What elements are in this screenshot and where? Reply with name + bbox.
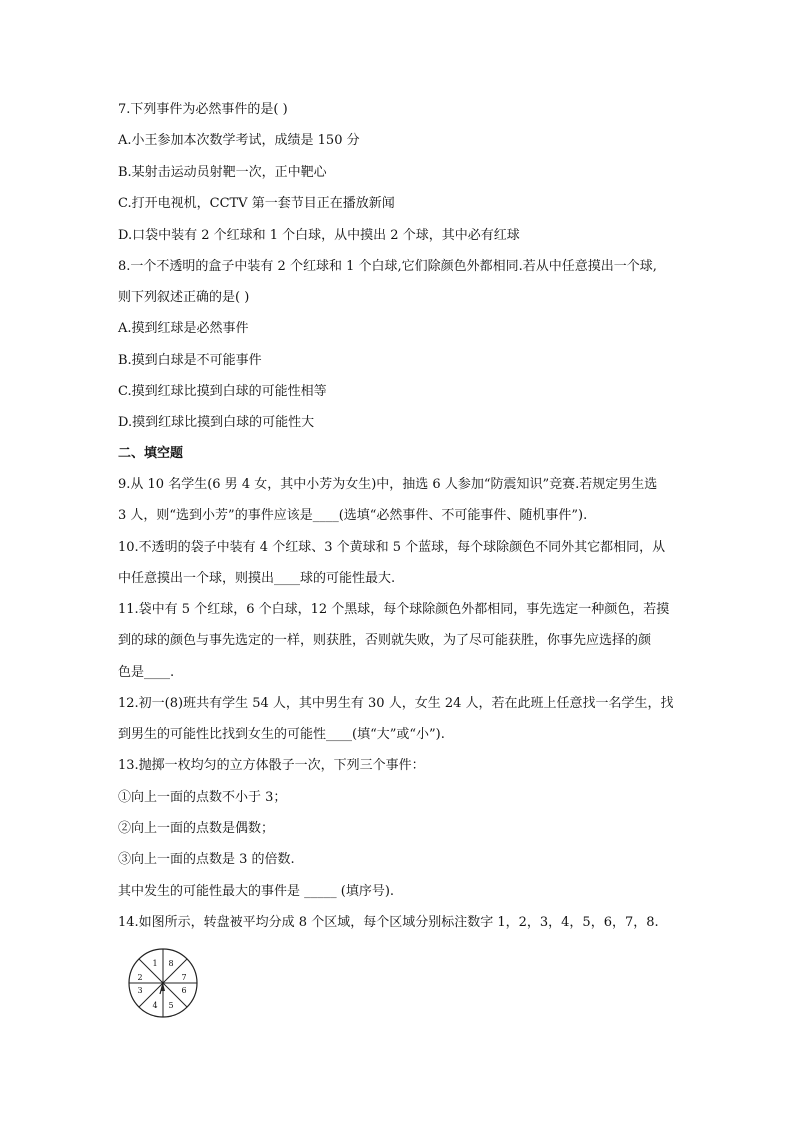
q11-line-2: 到的球的颜色与事先选定的一样，则获胜，否则就失败，为了尽可能获胜，你事先应选择的颜 — [118, 633, 652, 648]
spinner-label: 5 — [168, 1001, 174, 1010]
q12-line-2: 到男生的可能性比找到女生的可能性____(填“大”或“小”). — [118, 727, 445, 742]
q7-option-a: A.小王参加本次数学考试，成绩是 150 分 — [118, 133, 360, 148]
q8-option-c: C.摸到红球比摸到白球的可能性相等 — [118, 384, 327, 399]
q10-line-1: 10.不透明的袋子中装有 4 个红球、3 个黄球和 5 个蓝球，每个球除颜色不同外其它都相同，从 — [118, 540, 666, 555]
q9-line-1: 9.从 10 名学生(6 男 4 女，其中小芳为女生)中，抽选 6 人参加“防震知识”竞赛.若规定男生选 — [118, 477, 658, 492]
q13-item-2: ②向上一面的点数是偶数； — [118, 821, 275, 836]
spinner-label: 6 — [181, 986, 187, 995]
spinner-figure — [118, 948, 208, 1018]
spinner-label: 3 — [137, 986, 143, 995]
spinner-label: 4 — [152, 1001, 158, 1010]
q13-item-1: ①向上一面的点数不小于 3； — [118, 790, 287, 805]
q7-option-b: B.某射击运动员射靶一次，正中靶心 — [118, 165, 327, 180]
q12-line-1: 12.初一(8)班共有学生 54 人，其中男生有 30 人，女生 24 人，若在此班上任意找一名学生，找 — [118, 696, 674, 711]
q10-line-2: 中任意摸出一个球，则摸出____球的可能性最大. — [118, 571, 396, 586]
section-heading: 二、填空题 — [118, 446, 184, 461]
q13-stem: 13.抛掷一枚均匀的立方体骰子一次，下列三个事件： — [118, 758, 425, 773]
spinner-label: 1 — [152, 959, 158, 968]
q8-option-d: D.摸到红球比摸到白球的可能性大 — [118, 415, 315, 430]
q7-option-c: C.打开电视机，CCTV 第一套节目正在播放新闻 — [118, 196, 395, 211]
q8-stem-line-2: 则下列叙述正确的是( ) — [118, 290, 250, 305]
q8-option-b: B.摸到白球是不可能事件 — [118, 353, 262, 368]
q13-ask: 其中发生的可能性最大的事件是 _____ (填序号). — [118, 884, 395, 899]
q9-line-2: 3 人，则“选到小芳”的事件应该是____(选填“必然事件、不可能事件、随机事件”). — [118, 508, 588, 523]
spinner-label: 7 — [181, 973, 187, 982]
q8-option-a: A.摸到红球是必然事件 — [118, 321, 249, 336]
q7-option-d: D.口袋中装有 2 个红球和 1 个白球，从中摸出 2 个球，其中必有红球 — [118, 228, 520, 243]
q14-stem: 14.如图所示，转盘被平均分成 8 个区域，每个区域分别标注数字 1，2，3，4，5，6，7，8. — [118, 915, 659, 930]
q13-item-3: ③向上一面的点数是 3 的倍数. — [118, 852, 295, 867]
q11-line-3: 色是____. — [118, 665, 175, 680]
q8-stem-line-1: 8.一个不透明的盒子中装有 2 个红球和 1 个白球,它们除颜色外都相同.若从中任意摸出一个球, — [118, 259, 657, 274]
q11-line-1: 11.袋中有 5 个红球，6 个白球，12 个黑球，每个球除颜色外都相同，事先选定一种颜色，若摸 — [118, 602, 670, 617]
q7-stem: 7.下列事件为必然事件的是( ) — [118, 102, 288, 117]
spinner-label: 2 — [137, 973, 143, 982]
spinner-label: 8 — [168, 959, 174, 968]
